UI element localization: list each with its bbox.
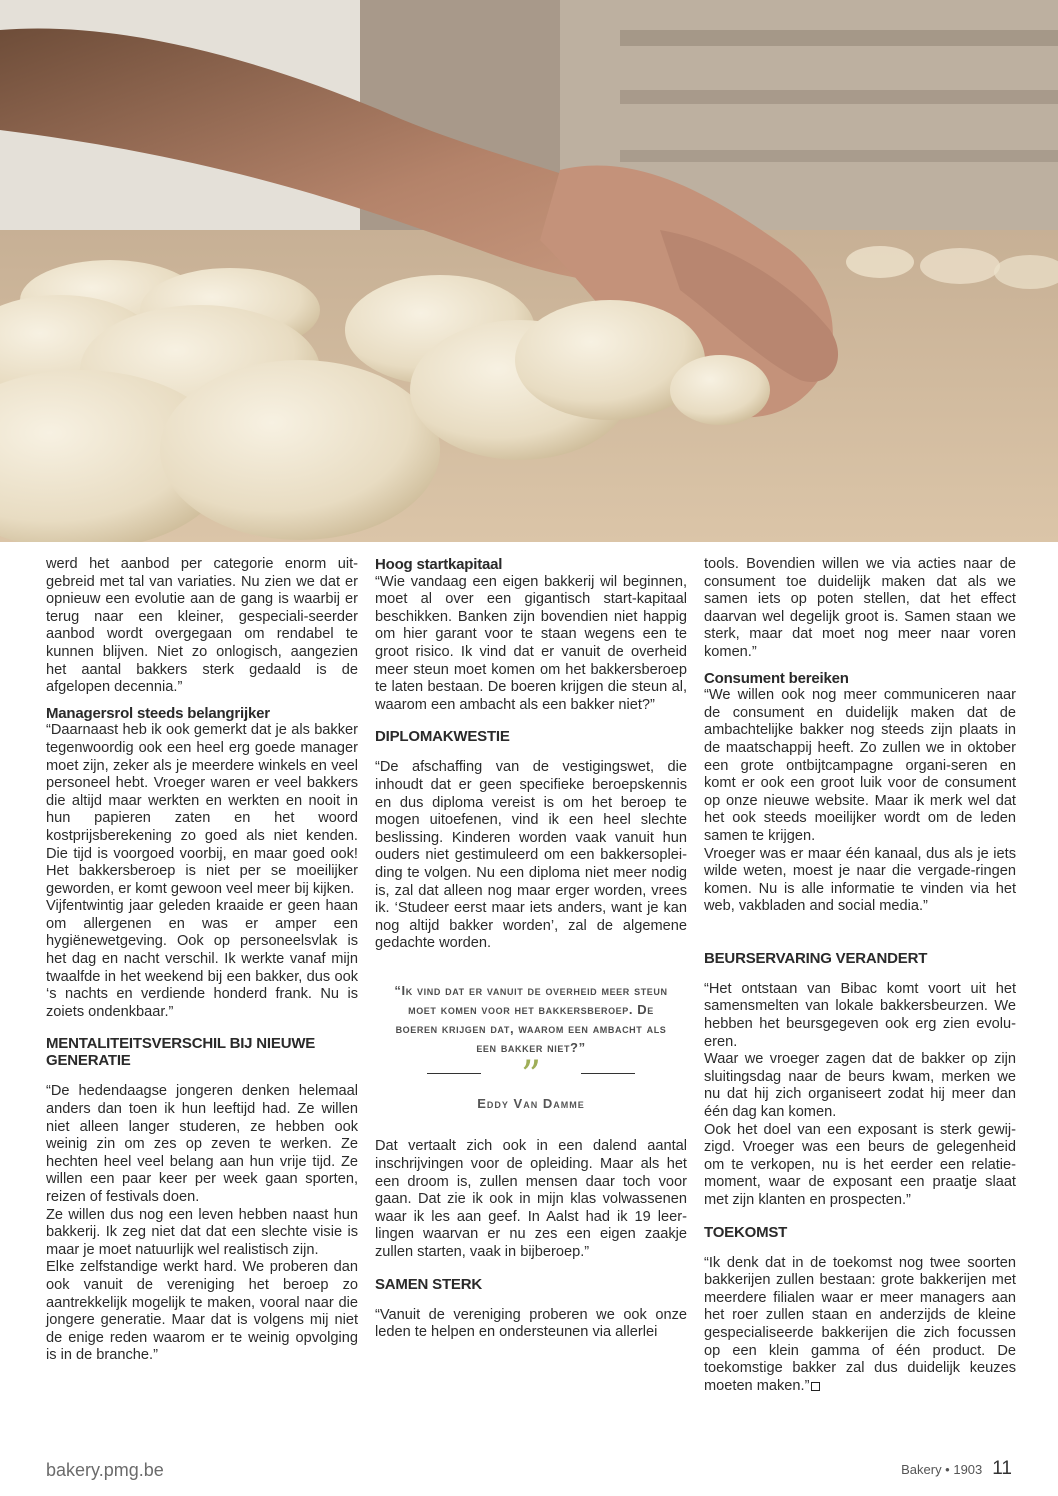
subheading: Hoog startkapitaal: [375, 556, 503, 573]
column-1: [46, 556, 358, 1365]
footer-folio: [901, 1458, 1012, 1480]
paragraph: Elke zelfstandige werkt hard. We proberen dan ook vanuit de vereniging het beroep zo aantrekkelijk mogelijk te maken, vooral naar die jongere generatie. Maar dat is volgens mij niet de enige reden waarom er te weinig opvolging is in de branche.”: [46, 1259, 358, 1364]
paragraph: Vroeger was er maar één kanaal, dus als je iets wilde weten, moest je naar die vergade-ringen komen. Nu is alle informatie te vinden via het web, vakbladen and social media.”: [704, 845, 1016, 915]
paragraph: “Het ontstaan van Bibac komt voort uit het samensmelten van lokale bakkersbeurzen. We hebben het beursgegeven ook erg zien evolu-eren.: [704, 980, 1016, 1050]
pull-quote-author: Eddy Van Damme: [477, 1095, 585, 1111]
paragraph-text: “Ik denk dat in de toekomst nog twee soorten bakkerijen zullen bestaan: grote bakkerijen met meerdere filialen waar er meer managers aan het roer zullen staan en anderzijds de kleine gespecialiseerde bakkerijen die zich focussen op een klein gamma of één product. De toekomstige bakker zal dus duidelijk keuzes moeten maken.”: [704, 1254, 1016, 1394]
section-heading: TOEKOMST: [704, 1223, 788, 1241]
paragraph: “De hedendaagse jongeren denken helemaal anders dan toen ik hun leeftijd had. Ze willen niet alleen langer studeren, ze hebben ook weinig zin om zes op zeven te werken. Ze hechten heel veel belang aan hun vrije tijd. Ze willen een paar keer per week gaan sporten, reizen of festivals doen.: [46, 1083, 358, 1205]
paragraph: “De afschaffing van de vestigingswet, die inhoudt dat er geen specifieke beroepskennis en dus diploma vereist is om het beroep te mogen uitoefenen, vind ik een heel slechte beslissing. Kinderen worden vaak vanuit hun ouders niet gestimuleerd om een bakkersoplei-ding te volgen. Nu een diploma niet meer nodig is, zal dat alleen nog maar erger worden, vrees ik. ‘Studeer eerst maar iets anders, want je kan nog altijd bakker worden’, zal de algemene gedachte worden.: [375, 759, 687, 952]
paragraph: Ze willen dus nog een leven hebben naast hun bakkerij. Ik zeg niet dat dat een slechte visie is maar je moet natuurlijk wel realistisch zijn.: [46, 1206, 358, 1258]
quote-mark-icon: ”: [520, 1052, 542, 1099]
end-mark-icon: [811, 1382, 820, 1391]
subheading: Managersrol steeds belangrijker: [46, 704, 270, 722]
paragraph: “Wie vandaag een eigen bakkerij wil beginnen, moet al over een gigantisch start-kapitaal beschikken. Banken zijn bovendien niet happig om hier garant voor te staan wegens een te groot risico. Ik vind dat er vanuit de overheid meer steun moet komen om het bakkersberoep te laten bestaan. De boeren krijgen die steun al, waarom een ambacht als een bakker niet?”: [375, 573, 687, 713]
footer-website[interactable]: bakery.pmg.be: [46, 1460, 164, 1480]
hero-photo: [0, 0, 1058, 542]
paragraph: werd het aanbod per categorie enorm uit-gebreid met tal van variaties. Nu zien we dat er opnieuw een evolutie aan de gang is waarbij er terug naar een kleiner, gespeciali-seerder aanbod wordt overgegaan om rendabel te kunnen blijven. Niet zo onlogisch, aangezien het aantal bakkers sterk gedaald is de afgelopen decennia.”: [46, 556, 358, 696]
divider-line: [581, 1073, 635, 1074]
paragraph: Ook het doel van een exposant is sterk gewij-zigd. Vroeger was een beurs de gelegenheid om te verkopen, nu is het eerder een relatie-moment, waar de exposant een praatje slaat met zijn klanten en prospecten.”: [704, 1121, 1016, 1208]
paragraph: “Daarnaast heb ik ook gemerkt dat je als bakker tegenwoordig ook een heel erg goede manager moet zijn, zeker als je meerdere winkels en veel personeel hebt. Vroeger waren er veel bakkers die altijd maar werkten en werkten en nooit in hun papieren zaten en het woord kostprijsberekening zo goed als niet kenden. Die tijd is voorgoed voorbij, en maar goed ook! Het bakkersberoep is niet per se moeilijker geworden, er komt gewoon veel meer bij kijken.: [46, 722, 358, 897]
pull-quote-divider: [375, 1052, 687, 1099]
paragraph: tools. Bovendien willen we via acties naar de consument toe duidelijk maken dat als we samen iets op poten stellen, dat het effect daarvan wel degelijk groot is. Samen staan we sterk, maar dat moet nog meer naar voren komen.”: [704, 556, 1016, 660]
column-3: [704, 556, 1016, 1395]
bakery-hands-dough-icon: [0, 0, 1058, 542]
column-2: [375, 556, 687, 1342]
divider-line: [427, 1073, 481, 1074]
magazine-issue: Bakery • 1903: [901, 1462, 983, 1477]
section-heading: SAMEN STERK: [375, 1275, 482, 1293]
paragraph: [704, 1255, 1016, 1396]
pull-quote: [375, 981, 687, 1113]
paragraph: Waar we vroeger zagen dat de bakker op zijn sluitingsdag naar de beurs kwam, merken we nu dat hij zich organiseert zodat hij meer dan één dag kan komen.: [704, 1051, 1016, 1121]
paragraph: Dat vertaalt zich ook in een dalend aantal inschrijvingen voor de opleiding. Maar als het een droom is, zullen mensen daar toch voor gaan. Dat zie ik ook in mijn klas volwassenen waar ik les aan geef. In Aalst had ik 19 leer-lingen waarvan er nu zes een eigen zaakje zullen starten, vaak in bijberoep.”: [375, 1138, 687, 1261]
section-heading: DIPLOMAKWESTIE: [375, 728, 510, 746]
subheading: Consument bereiken: [704, 669, 849, 687]
paragraph: “Vanuit de vereniging proberen we ook onze leden te helpen en ondersteunen via allerlei: [375, 1306, 687, 1341]
pull-quote-text: “Ik vind dat er vanuit de overheid meer steun moet komen voor het bakkersberoep. De boeren krijgen dat, waarom een ambacht als een bakker niet?”: [394, 982, 668, 1055]
page-number: 11: [992, 1458, 1012, 1479]
paragraph: Vijfentwintig jaar geleden kraaide er geen haan om allergenen en was er amper een hygiënewetgeving. Ook op personeelsvlak is het dag en nacht verschil. Ik werkte vanaf mijn twaalfde in het weekend bij een bakker, dus ook ‘s nachts en verdiende honderd frank. Nu is zoiets ondenkbaar.”: [46, 898, 358, 1020]
section-heading: MENTALITEITSVERSCHIL BIJ NIEUWE GENERATIE: [46, 1035, 316, 1070]
section-heading: BEURSERVARING VERANDERT: [704, 949, 928, 967]
paragraph: “We willen ook nog meer communiceren naar de consument en duidelijk maken dat de ambachtelijke bakker nog steeds zijn plaats in de maatschappij heeft. Zo zullen we in oktober een grote ontbijtcampagne organi-seren en komt er ook een groot luik voor de consument op onze nieuwe website. Maar ik merk wel dat het ook steeds moeilijker wordt om de leden samen te krijgen.: [704, 687, 1016, 844]
